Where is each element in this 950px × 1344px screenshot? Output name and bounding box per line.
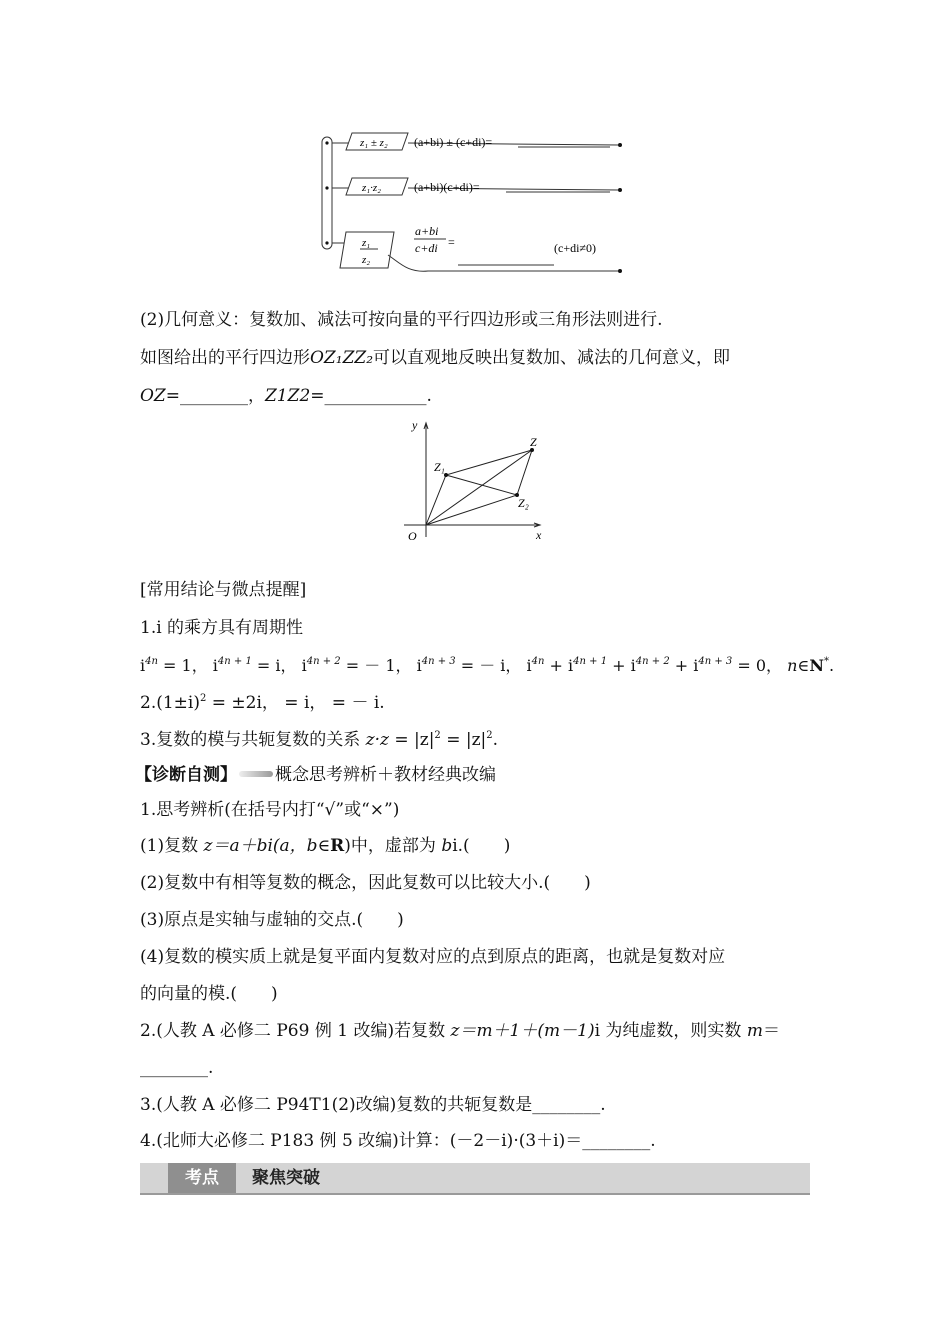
z1-label: Z₁ xyxy=(434,460,445,474)
question-1: 1.思考辨析(在括号内打“√”或“×”) xyxy=(140,800,400,820)
blank-oz: =________， xyxy=(165,386,265,406)
y-label: y xyxy=(412,418,418,432)
vector-oz: OZ xyxy=(140,386,166,406)
geometry-line-2-pre: 如图给出的平行四边形 xyxy=(140,348,310,368)
conclusion-2: $2.(1\pm i)^2 = \pm 2i$， = i， = － i. xyxy=(140,693,385,713)
banner-title: 聚焦突破 xyxy=(252,1168,320,1188)
conclusion-3: 3.复数的模与共轭复数的关系 $z\cdot z = |z|^2 = |z|^2$. xyxy=(140,730,499,750)
i-power-formula: $i^{4n} = 1$， $i^{4n + 1} = i$， $i^{4n + 2}$ = － 1， $i^{4n + 3}$ = － i， $i^{4n} + i^{4n + 1} + i^{4n + 2} + i^{4n + 3} = 0$， n∈N*. xyxy=(140,656,835,675)
z-label: Z xyxy=(530,435,537,449)
question-1-1: (1)复数 z＝a＋bi(a，b∈R)中，虚部为 bi.( ) xyxy=(140,836,511,856)
geometry-line-1: (2)几何意义：复数加、减法可按向量的平行四边形或三角形法则进行. xyxy=(140,310,663,330)
div-label-den: z₂ xyxy=(362,254,371,266)
x-label: x xyxy=(536,528,542,542)
diagnosis-header xyxy=(135,763,496,787)
section-banner xyxy=(140,1163,810,1195)
vector-z1z2: Z1Z2 xyxy=(265,386,311,406)
add-expression: (a+bi) ± (c+di)= xyxy=(414,135,493,149)
blank-z1z2: =____________. xyxy=(310,386,432,406)
div-frac-num: a+bi xyxy=(415,224,439,238)
question-1-2: (2)复数中有相等复数的概念，因此复数可以比较大小.( ) xyxy=(140,873,591,893)
conclusions-header: [常用结论与微点提醒] xyxy=(140,580,307,600)
div-label-num: z₁ xyxy=(362,237,371,249)
diagnosis-tag: 【诊断自测】 xyxy=(135,765,237,785)
question-1-4-line-1: (4)复数的模实质上就是复平面内复数对应的点到原点的距离，也就是复数对应 xyxy=(140,947,726,967)
z2-label: Z₂ xyxy=(518,496,529,510)
arrow-icon xyxy=(239,771,273,777)
origin-label: O xyxy=(408,529,417,543)
banner-tag: 考点 xyxy=(168,1163,236,1193)
question-4: 4.(北师大必修二 P183 例 5 改编)计算：(－2－i)·(3＋i)＝________. xyxy=(140,1131,656,1151)
mul-label: z₁·z₂ xyxy=(362,182,381,194)
geometry-line-2-post: 可以直观地反映出复数加、减法的几何意义，即 xyxy=(373,348,731,368)
question-1-4-line-2: 的向量的模.( ) xyxy=(140,984,278,1004)
diagonal-z1-z2 xyxy=(446,475,517,495)
question-3: 3.(人教 A 必修二 P94T1(2)改编)复数的共轭复数是________. xyxy=(140,1095,606,1115)
geometry-line-3 xyxy=(140,384,432,408)
geometry-line-2 xyxy=(140,346,730,370)
question-1-3: (3)原点是实轴与虚轴的交点.( ) xyxy=(140,910,404,930)
mul-expression: (a+bi)(c+di)= xyxy=(414,180,480,194)
question-2-line-2: ________. xyxy=(140,1058,214,1078)
div-condition: (c+di≠0) xyxy=(554,241,597,255)
diagnosis-subtitle: 概念思考辨析＋教材经典改编 xyxy=(275,765,496,785)
parallelogram-graph xyxy=(400,415,555,545)
add-label: z₁ ± z₂ xyxy=(360,137,388,149)
question-2-line-1: 2.(人教 A 必修二 P69 例 1 改编)若复数 z＝m＋1＋(m－1)i 为纯虚数，则实数 m＝ xyxy=(140,1021,780,1041)
diagram-bracket xyxy=(322,137,332,249)
div-frac-den: c+di xyxy=(415,241,438,255)
div-equals: = xyxy=(448,235,455,249)
conclusion-1: 1.i 的乘方具有周期性 xyxy=(140,618,304,638)
complex-operations-diagram xyxy=(318,125,630,275)
parallelogram-name: OZ₁ZZ₂ xyxy=(310,348,374,368)
